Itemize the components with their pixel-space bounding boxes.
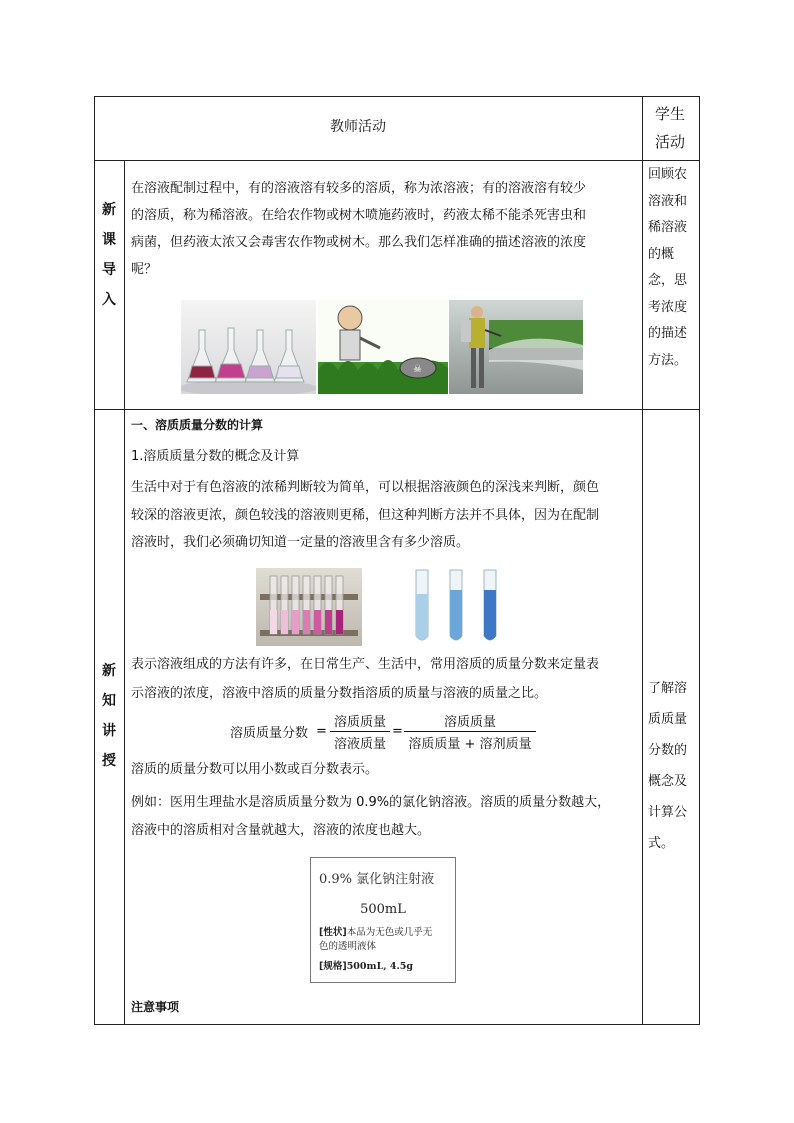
label-char: 新 xyxy=(102,202,116,218)
text-line: 质质量 xyxy=(648,712,688,727)
text-line: 病菌，但药液太浓又会毒害农作物或树木。那么我们怎样准确的描述溶液的浓度 xyxy=(131,235,587,250)
fraction-1-numerator: 溶质质量 xyxy=(333,715,386,730)
rack-svg xyxy=(256,568,362,646)
table-border-top xyxy=(94,96,700,97)
saline-example-paragraph xyxy=(131,789,641,845)
test-tube-rack-photo xyxy=(256,568,362,646)
properties-key: [性状] xyxy=(319,927,347,938)
text-line: 的描述 xyxy=(648,326,688,341)
formula-lhs: 溶质质量分数 xyxy=(230,726,309,741)
text-line: 较深的溶液更浓，颜色较浅的溶液则更稀，但这种判断方法并不具体，因为在配制 xyxy=(131,507,600,523)
spraying-photo xyxy=(449,300,583,394)
text-line: 示溶液的浓度，溶液中溶质的质量分数指溶质的质量与溶液的质量之比。 xyxy=(131,686,548,701)
student-activity-header-line1: 学生 xyxy=(655,105,686,123)
svg-text:☠: ☠ xyxy=(413,364,422,375)
fraction-1-bar xyxy=(330,731,390,732)
formula-equals-2: = xyxy=(392,724,403,739)
text-line: 概念及 xyxy=(648,774,688,789)
formula-equals-1: = xyxy=(316,724,327,739)
text-line: 表示溶液组成的方法有许多，在日常生产、生活中，常用溶质的质量分数来定量表 xyxy=(131,657,600,672)
intro-paragraph xyxy=(131,175,641,283)
flasks-photo xyxy=(181,300,316,394)
label-char: 知 xyxy=(102,693,116,709)
section-subheading: 1.溶质质量分数的概念及计算 xyxy=(131,449,300,464)
text-line: 生活中对于有色溶液的浓稀判断较为简单，可以根据溶液颜色的深浅来判断，颜色 xyxy=(131,480,600,495)
section-label-new-knowledge xyxy=(94,656,124,776)
label-char: 讲 xyxy=(102,723,116,739)
text-line: 稀溶液 xyxy=(648,220,688,235)
spec-key: [规格] xyxy=(319,961,347,972)
saline-label-card xyxy=(310,857,456,983)
text-line: 式。 xyxy=(648,836,675,851)
saline-label-properties xyxy=(319,926,432,954)
label-col-divider xyxy=(124,160,125,1025)
text-line: 在溶液配制过程中，有的溶液溶有较多的溶质，称为浓溶液；有的溶液溶有较少 xyxy=(131,181,587,196)
spraying-svg xyxy=(449,300,583,394)
spec-text: 500mL, 4.5g xyxy=(346,961,414,972)
flasks-illustration xyxy=(181,300,316,394)
knowledge-student-activity xyxy=(648,673,696,859)
fraction-2-denominator: 溶质质量 + 溶剂质量 xyxy=(408,737,532,752)
text-line: 方法。 xyxy=(648,352,688,368)
text-line: 溶液中的溶质相对含量就越大，溶液的浓度也越大。 xyxy=(131,823,431,838)
text-line: 计算公 xyxy=(648,805,688,820)
label-char: 导 xyxy=(102,262,116,278)
blue-tubes-svg xyxy=(404,568,510,646)
student-activity-header-line2: 活动 xyxy=(655,133,686,151)
text-line: 念，思 xyxy=(648,273,688,288)
row-divider-2 xyxy=(94,409,700,410)
label-char: 新 xyxy=(102,663,116,679)
table-border-bottom xyxy=(94,1024,700,1025)
text-line: 分数的 xyxy=(648,743,688,758)
section-label-intro xyxy=(94,195,124,315)
section-heading: 一、溶质质量分数的计算 xyxy=(131,418,264,432)
student-col-divider xyxy=(642,96,643,1025)
color-judgement-paragraph xyxy=(131,474,641,557)
text-line: 例如：医用生理盐水是溶质质量分数为 0.9%的氯化钠溶液。溶质的质量分数越大， xyxy=(131,795,611,810)
saline-label-volume: 500mL xyxy=(360,902,406,917)
cartoon-svg xyxy=(318,300,448,394)
label-char: 授 xyxy=(102,753,116,769)
text-line: 考浓度 xyxy=(648,299,688,315)
properties-text-2: 色的透明液体 xyxy=(319,941,377,952)
text-line: 溶液和 xyxy=(648,193,688,209)
saline-label-spec xyxy=(319,958,413,972)
text-line: 的概 xyxy=(648,246,675,262)
text-line: 回顾农 xyxy=(648,167,688,182)
text-line: 了解溶 xyxy=(648,681,688,696)
cartoon-farmer-illustration xyxy=(318,300,448,394)
fraction-1-denominator: 溶液质量 xyxy=(333,737,386,752)
representation-note: 溶质的质量分数可以用小数或百分数表示。 xyxy=(131,762,379,777)
text-line: 呢？ xyxy=(131,262,158,277)
teacher-activity-header: 教师活动 xyxy=(330,119,386,135)
fraction-2-bar xyxy=(404,731,536,732)
label-char: 入 xyxy=(102,292,116,308)
row-divider-1 xyxy=(94,160,700,161)
table-border-right xyxy=(699,96,700,1025)
intro-student-activity xyxy=(648,162,696,374)
text-line: 的溶质，称为稀溶液。在给农作物或树木喷施药液时，药液太稀不能杀死害虫和 xyxy=(131,208,587,223)
saline-label-title: 0.9% 氯化钠注射液 xyxy=(319,872,435,887)
mass-fraction-formula xyxy=(230,711,550,755)
text-line: 溶液时，我们必须确切知道一定量的溶液里含有多少溶质。 xyxy=(131,535,470,550)
notes-heading: 注意事项 xyxy=(131,1000,180,1014)
blue-test-tubes-photo xyxy=(404,568,510,646)
concentration-definition-paragraph xyxy=(131,650,641,708)
label-char: 课 xyxy=(102,232,116,248)
properties-text: 本品为无色或几乎无 xyxy=(346,927,433,938)
fraction-2-numerator: 溶质质量 xyxy=(443,715,496,730)
